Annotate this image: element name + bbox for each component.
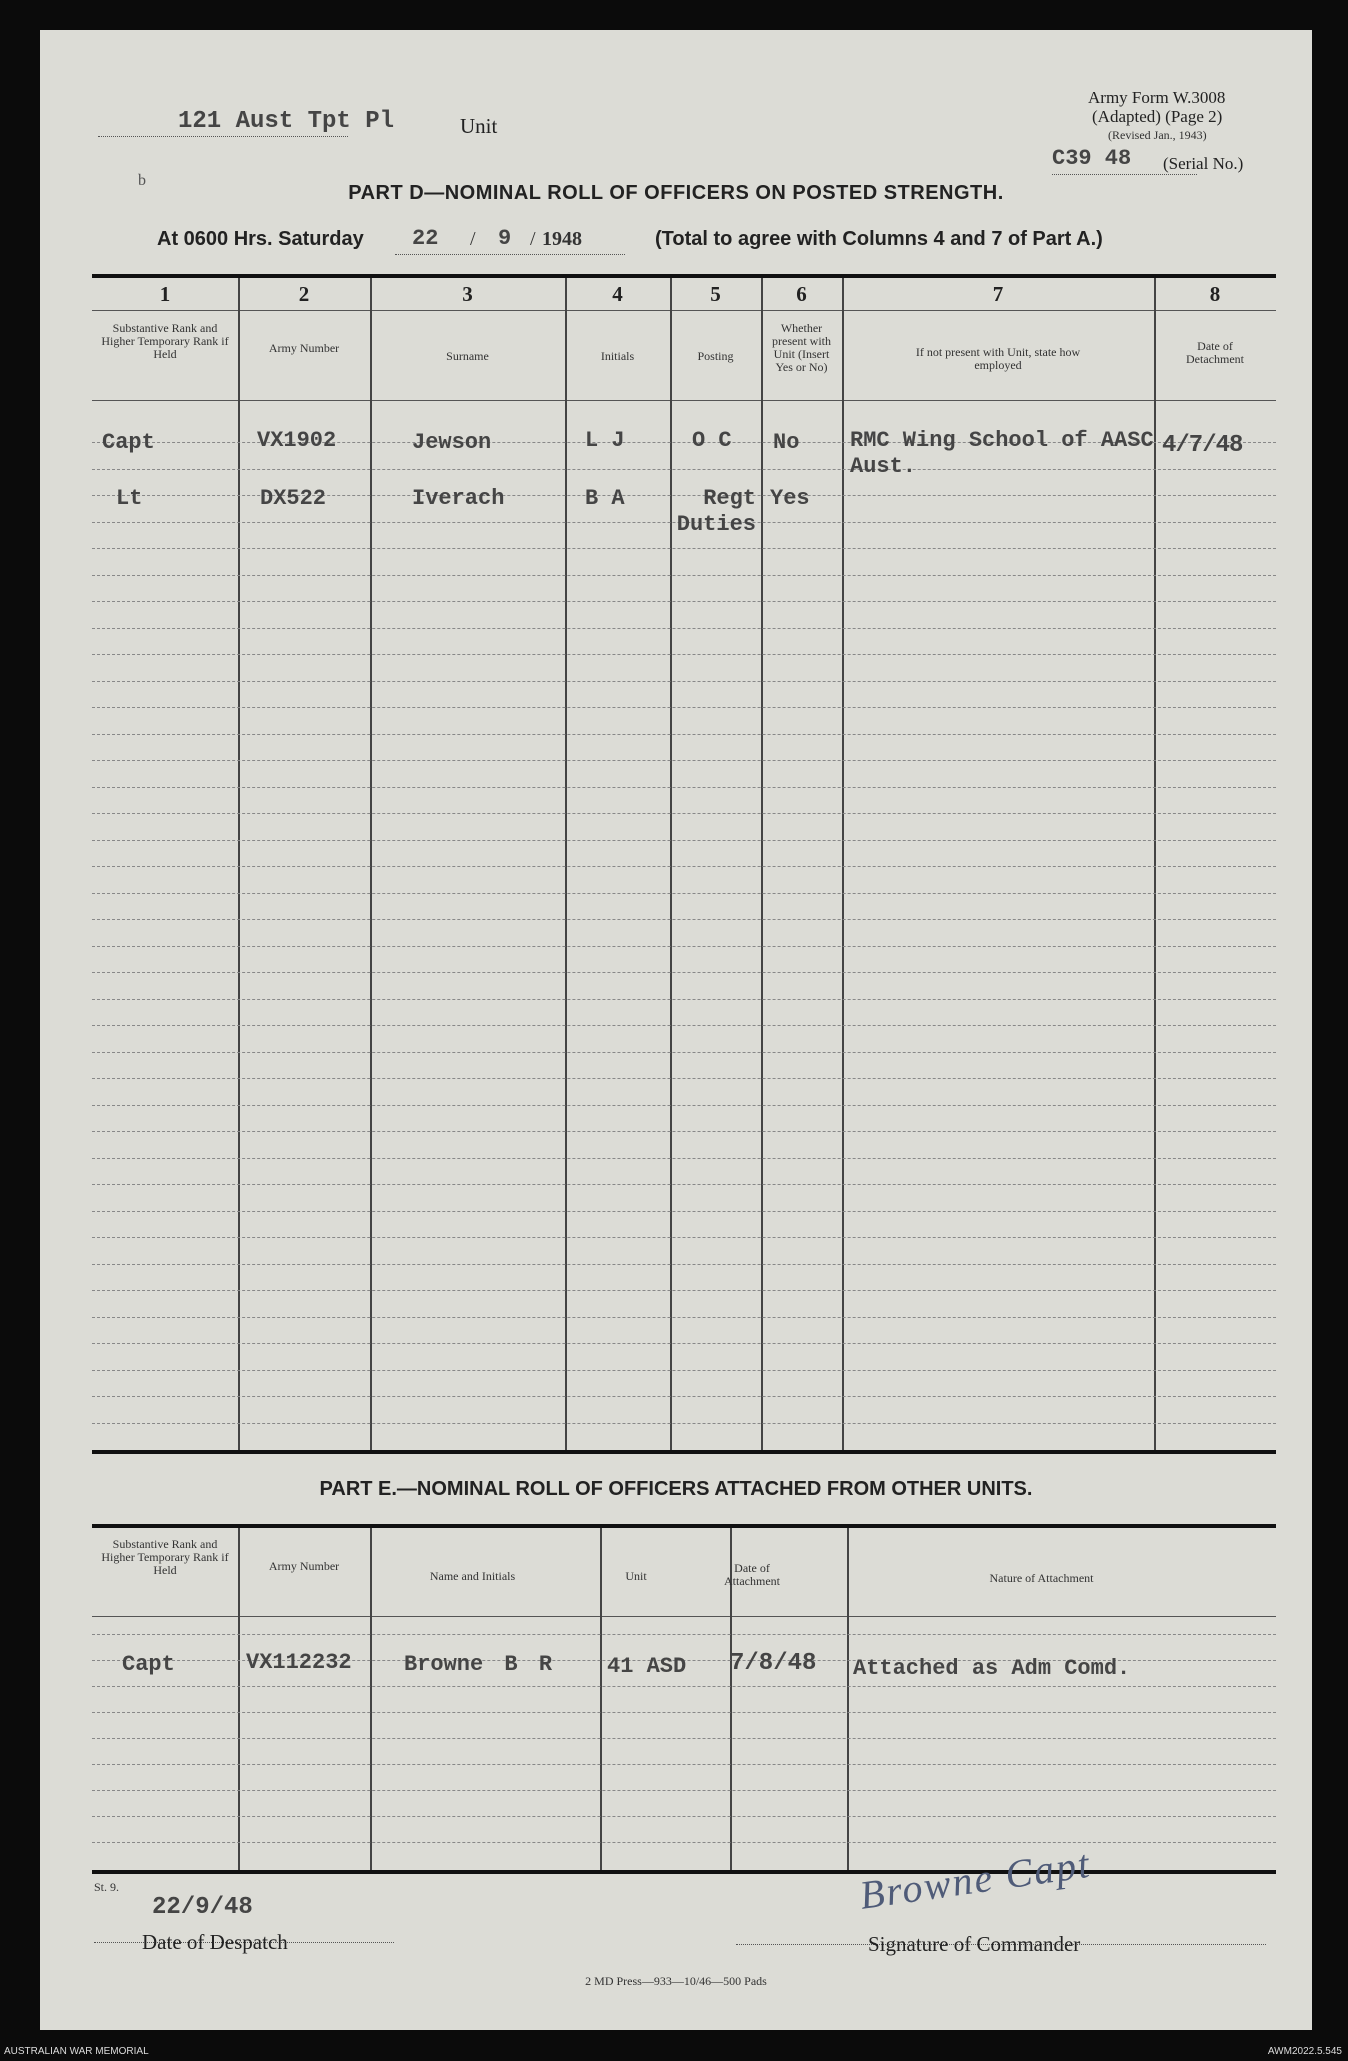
row2-initials: B A <box>585 486 625 511</box>
e-row1-date: 7/8/48 <box>730 1650 817 1677</box>
date-suffix: (Total to agree with Columns 4 and 7 of Part A.) <box>655 228 1103 250</box>
serial-value: C39 48 <box>1052 146 1132 171</box>
part-d-header-number: Army Number <box>268 341 340 355</box>
row1-present: No <box>773 430 800 455</box>
form-adapted: (Adapted) (Page 2) <box>1092 107 1223 126</box>
part-d-col-7: 7 <box>992 282 1004 306</box>
part-d-title: PART D—NOMINAL ROLL OF OFFICERS ON POSTED STRENGTH. <box>348 182 1004 204</box>
row1-posting: O C <box>692 428 732 453</box>
part-d-header-detach: Date of Detachment <box>1186 339 1244 366</box>
despatch-label: Date of Despatch <box>142 1930 288 1954</box>
row1-employed: RMC Wing School of AASC Aust. <box>850 428 1154 479</box>
row2-present: Yes <box>770 486 810 511</box>
unit-label: Unit <box>460 114 498 138</box>
part-d-col-8: 8 <box>1209 282 1221 306</box>
date-prefix: At 0600 Hrs. Saturday <box>157 228 364 250</box>
stray-mark: b <box>138 172 146 189</box>
e-row1-unit: 41 ASD <box>607 1654 687 1679</box>
date-month: 9 <box>498 226 512 251</box>
date-slash-2: / <box>530 228 536 250</box>
unit-value: 121 Aust Tpt Pl <box>178 108 395 135</box>
row1-rank: Capt <box>102 430 155 455</box>
part-e-header-name: Name and Initials <box>429 1569 516 1583</box>
part-d-header-employed: If not present with Unit, state how employed <box>915 345 1081 372</box>
row1-number: VX1902 <box>257 428 337 453</box>
form-page <box>40 30 1312 2030</box>
part-d-col-5: 5 <box>710 282 721 306</box>
date-slash-1: / <box>470 228 476 250</box>
row1-detach: 4/7/48 <box>1162 432 1243 459</box>
part-d-header-surname: Surname <box>446 349 489 363</box>
e-row1-rank: Capt <box>122 1652 175 1677</box>
part-d-col-4: 4 <box>612 282 623 306</box>
part-e-title: PART E.—NOMINAL ROLL OF OFFICERS ATTACHED FROM OTHER UNITS. <box>319 1478 1033 1500</box>
part-d-col-3: 3 <box>462 282 473 306</box>
caption-right: AWM2022.5.545 <box>1267 2046 1342 2057</box>
part-d-col-2: 2 <box>298 282 310 306</box>
part-d-header-posting: Posting <box>697 349 734 363</box>
caption-left: AUSTRALIAN WAR MEMORIAL <box>4 2046 149 2057</box>
part-e-header-unit: Unit <box>625 1569 647 1583</box>
row2-number: DX522 <box>260 486 327 511</box>
st-code: St. 9. <box>94 1880 120 1894</box>
date-year: 1948 <box>542 228 582 250</box>
row2-posting: Regt Duties <box>676 486 756 537</box>
part-e-header-date: Date of Attachment <box>724 1561 780 1588</box>
part-d-header-rank: Substantive Rank and Higher Temporary Rank if Held <box>101 321 229 361</box>
part-d-col-6: 6 <box>796 282 807 306</box>
part-e-header-rank: Substantive Rank and Higher Temporary Rank if Held <box>101 1537 229 1577</box>
form-number: Army Form W.3008 <box>1088 88 1226 107</box>
form-revised: (Revised Jan., 1943) <box>1108 128 1207 142</box>
date-day: 22 <box>412 226 439 251</box>
serial-label: (Serial No.) <box>1163 154 1244 173</box>
part-e-header-number: Army Number <box>268 1559 340 1573</box>
commander-signature: Browne Capt <box>856 1840 1094 1918</box>
row2-surname: Iverach <box>412 486 505 511</box>
row1-initials: L J <box>585 428 625 453</box>
row2-rank: Lt <box>116 486 143 511</box>
part-e-header-nature: Nature of Attachment <box>989 1571 1094 1585</box>
e-row1-number: VX112232 <box>246 1650 352 1675</box>
signature-label: Signature of Commander <box>868 1932 1081 1956</box>
part-d-header-present: Whether present with Unit (Insert Yes or No) <box>772 321 831 374</box>
e-row1-nature: Attached as Adm Comd. <box>853 1656 1131 1681</box>
printer-imprint: 2 MD Press—933—10/46—500 Pads <box>585 1974 767 1988</box>
part-d-header-initials: Initials <box>600 349 635 363</box>
despatch-value: 22/9/48 <box>152 1894 253 1921</box>
e-row1-name: Browne B R <box>404 1652 553 1677</box>
row1-surname: Jewson <box>412 430 492 455</box>
part-d-col-1: 1 <box>159 282 171 306</box>
